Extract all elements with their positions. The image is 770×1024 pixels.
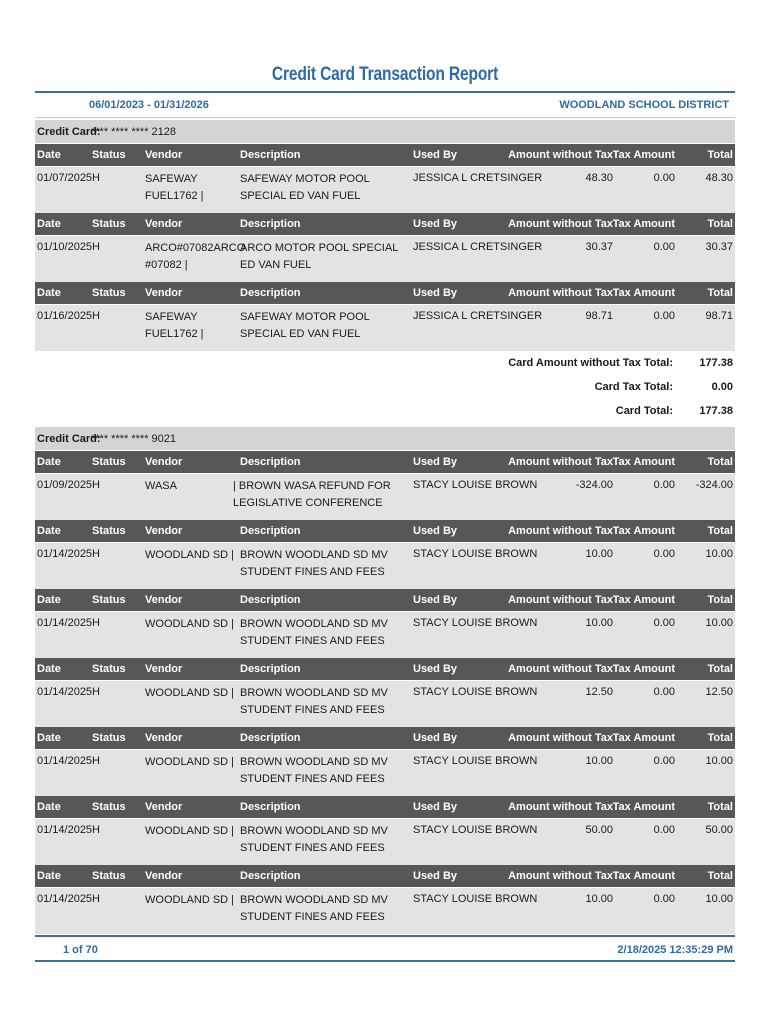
header-amount-without-tax: Amount without Tax — [508, 218, 613, 230]
transaction-row — [35, 305, 735, 351]
column-header-row — [35, 796, 735, 818]
header-date: Date — [37, 525, 61, 537]
header-description: Description — [240, 456, 301, 468]
header-vendor: Vendor — [145, 801, 183, 813]
header-status: Status — [92, 287, 126, 299]
header-description: Description — [240, 594, 301, 606]
header-total: Total — [707, 149, 733, 161]
txn-vendor: WOODLAND SD | — [145, 894, 235, 906]
txn-vendor: WOODLAND SD | — [145, 687, 235, 699]
txn-vendor: SAFEWAY FUEL1762 | — [145, 311, 204, 340]
header-used-by: Used By — [413, 663, 458, 675]
column-header-row — [35, 658, 735, 680]
header-vendor: Vendor — [145, 663, 183, 675]
txn-used-by: STACY LOUISE BROWN — [413, 548, 538, 560]
header-total: Total — [707, 456, 733, 468]
txn-tax: 0.00 — [653, 686, 675, 698]
header-used-by: Used By — [413, 218, 458, 230]
txn-description: BROWN WOODLAND SD MV STUDENT FINES AND FEES — [240, 687, 388, 716]
transaction-row — [35, 750, 735, 796]
txn-tax: 0.00 — [653, 893, 675, 905]
txn-used-by: STACY LOUISE BROWN — [413, 893, 538, 905]
header-total: Total — [707, 663, 733, 675]
header-date: Date — [37, 594, 61, 606]
txn-vendor: WOODLAND SD | — [145, 756, 235, 768]
report-subheader — [35, 93, 735, 118]
txn-status: H — [92, 686, 100, 698]
transaction-row — [35, 819, 735, 865]
header-status: Status — [92, 594, 126, 606]
header-total: Total — [707, 594, 733, 606]
column-header-row — [35, 213, 735, 235]
header-total: Total — [707, 870, 733, 882]
txn-description: SAFEWAY MOTOR POOL SPECIAL ED VAN FUEL — [240, 173, 370, 202]
txn-used-by: STACY LOUISE BROWN — [413, 479, 538, 491]
txn-vendor: WASA — [145, 480, 177, 492]
txn-status: H — [92, 548, 100, 560]
header-vendor: Vendor — [145, 732, 183, 744]
txn-amount: 50.00 — [585, 824, 613, 836]
header-date: Date — [37, 870, 61, 882]
txn-vendor: WOODLAND SD | — [145, 825, 235, 837]
transaction-row — [35, 167, 735, 213]
header-date: Date — [37, 801, 61, 813]
txn-date: 01/14/2025 — [37, 617, 93, 629]
txn-amount: 98.71 — [585, 310, 613, 322]
header-tax-amount: Tax Amount — [612, 287, 675, 299]
txn-description: SAFEWAY MOTOR POOL SPECIAL ED VAN FUEL — [240, 311, 370, 340]
txn-date: 01/09/2025 — [37, 479, 93, 491]
district-name: WOODLAND SCHOOL DISTRICT — [559, 99, 729, 111]
txn-amount: 10.00 — [585, 548, 613, 560]
header-description: Description — [240, 870, 301, 882]
report-footer — [35, 938, 735, 962]
header-vendor: Vendor — [145, 287, 183, 299]
txn-used-by: JESSICA L CRETSINGER — [413, 241, 543, 253]
transaction-row — [35, 474, 735, 520]
txn-status: H — [92, 479, 100, 491]
header-amount-without-tax: Amount without Tax — [508, 287, 613, 299]
header-total: Total — [707, 525, 733, 537]
txn-status: H — [92, 824, 100, 836]
txn-amount: 30.37 — [585, 241, 613, 253]
txn-status: H — [92, 241, 100, 253]
txn-date: 01/14/2025 — [37, 755, 93, 767]
transaction-row — [35, 612, 735, 658]
header-amount-without-tax: Amount without Tax — [508, 525, 613, 537]
header-vendor: Vendor — [145, 870, 183, 882]
header-amount-without-tax: Amount without Tax — [508, 732, 613, 744]
header-status: Status — [92, 456, 126, 468]
header-tax-amount: Tax Amount — [612, 456, 675, 468]
page-number: 1 of 70 — [63, 944, 98, 956]
header-tax-amount: Tax Amount — [612, 663, 675, 675]
header-amount-without-tax: Amount without Tax — [508, 870, 613, 882]
header-tax-amount: Tax Amount — [612, 801, 675, 813]
column-header-row — [35, 282, 735, 304]
header-amount-without-tax: Amount without Tax — [508, 663, 613, 675]
txn-date: 01/14/2025 — [37, 548, 93, 560]
header-description: Description — [240, 287, 301, 299]
report-title: Credit Card Transaction Report — [271, 64, 499, 85]
header-tax-amount: Tax Amount — [612, 218, 675, 230]
credit-card-number: **** **** **** 2128 — [91, 126, 177, 138]
column-header-row — [35, 589, 735, 611]
txn-description: BROWN WOODLAND SD MV STUDENT FINES AND FEES — [240, 825, 388, 854]
header-date: Date — [37, 663, 61, 675]
transaction-row — [35, 681, 735, 727]
txn-tax: 0.00 — [653, 617, 675, 629]
txn-total: 12.50 — [705, 686, 733, 698]
date-range: 06/01/2023 - 01/31/2026 — [89, 99, 209, 111]
txn-amount: 48.30 — [585, 172, 613, 184]
txn-tax: 0.00 — [653, 479, 675, 491]
credit-card-number: **** **** **** 9021 — [91, 433, 177, 445]
txn-total: 10.00 — [705, 755, 733, 767]
txn-tax: 0.00 — [653, 755, 675, 767]
print-timestamp: 2/18/2025 12:35:29 PM — [617, 944, 733, 956]
header-status: Status — [92, 870, 126, 882]
txn-tax: 0.00 — [653, 172, 675, 184]
header-description: Description — [240, 218, 301, 230]
txn-amount: 12.50 — [585, 686, 613, 698]
transaction-row — [35, 543, 735, 589]
header-status: Status — [92, 732, 126, 744]
txn-vendor: WOODLAND SD | — [145, 549, 235, 561]
txn-vendor: WOODLAND SD | — [145, 618, 235, 630]
txn-total: 10.00 — [705, 617, 733, 629]
txn-date: 01/14/2025 — [37, 893, 93, 905]
txn-description: BROWN WOODLAND SD MV STUDENT FINES AND FEES — [240, 894, 388, 923]
header-used-by: Used By — [413, 287, 458, 299]
txn-date: 01/16/2025 — [37, 310, 93, 322]
card-tax-total-label: Card Tax Total: — [594, 381, 673, 393]
header-used-by: Used By — [413, 732, 458, 744]
header-used-by: Used By — [413, 456, 458, 468]
txn-total: 48.30 — [705, 172, 733, 184]
header-description: Description — [240, 801, 301, 813]
txn-status: H — [92, 893, 100, 905]
txn-used-by: STACY LOUISE BROWN — [413, 755, 538, 767]
column-header-row — [35, 451, 735, 473]
txn-total: 98.71 — [705, 310, 733, 322]
header-tax-amount: Tax Amount — [612, 732, 675, 744]
txn-tax: 0.00 — [653, 824, 675, 836]
txn-total: -324.00 — [695, 479, 733, 491]
txn-status: H — [92, 755, 100, 767]
header-vendor: Vendor — [145, 218, 183, 230]
header-status: Status — [92, 525, 126, 537]
txn-total: 50.00 — [705, 824, 733, 836]
txn-tax: 0.00 — [653, 241, 675, 253]
card-total-value: 177.38 — [699, 405, 733, 417]
txn-vendor: SAFEWAY FUEL1762 | — [145, 173, 204, 202]
header-amount-without-tax: Amount without Tax — [508, 456, 613, 468]
txn-description: ARCO MOTOR POOL SPECIAL ED VAN FUEL — [240, 242, 398, 271]
header-status: Status — [92, 149, 126, 161]
header-status: Status — [92, 801, 126, 813]
card-amount-total-label: Card Amount without Tax Total: — [508, 357, 673, 369]
credit-card-line — [35, 120, 735, 143]
header-description: Description — [240, 663, 301, 675]
header-total: Total — [707, 732, 733, 744]
column-header-row — [35, 865, 735, 887]
header-vendor: Vendor — [145, 149, 183, 161]
column-header-row — [35, 727, 735, 749]
txn-amount: -324.00 — [575, 479, 613, 491]
txn-date: 01/07/2025 — [37, 172, 93, 184]
header-date: Date — [37, 732, 61, 744]
header-tax-amount: Tax Amount — [612, 525, 675, 537]
credit-card-label: Credit Card: — [37, 126, 101, 138]
txn-used-by: STACY LOUISE BROWN — [413, 617, 538, 629]
footer-rule — [35, 935, 735, 937]
txn-amount: 10.00 — [585, 617, 613, 629]
header-status: Status — [92, 218, 126, 230]
header-status: Status — [92, 663, 126, 675]
header-total: Total — [707, 801, 733, 813]
txn-used-by: JESSICA L CRETSINGER — [413, 172, 543, 184]
txn-description: | BROWN WASA REFUND FOR LEGISLATIVE CONFERENCE — [233, 480, 391, 509]
card-tax-total-value: 0.00 — [711, 381, 733, 393]
txn-tax: 0.00 — [653, 310, 675, 322]
transaction-row — [35, 236, 735, 282]
txn-date: 01/10/2025 — [37, 241, 93, 253]
header-tax-amount: Tax Amount — [612, 870, 675, 882]
txn-status: H — [92, 310, 100, 322]
card-total-label: Card Total: — [615, 405, 673, 417]
header-used-by: Used By — [413, 801, 458, 813]
header-amount-without-tax: Amount without Tax — [508, 149, 613, 161]
card-amount-total-value: 177.38 — [699, 357, 733, 369]
header-total: Total — [707, 218, 733, 230]
txn-used-by: STACY LOUISE BROWN — [413, 824, 538, 836]
txn-used-by: STACY LOUISE BROWN — [413, 686, 538, 698]
column-header-row — [35, 520, 735, 542]
txn-description: BROWN WOODLAND SD MV STUDENT FINES AND FEES — [240, 549, 388, 578]
txn-status: H — [92, 172, 100, 184]
txn-used-by: JESSICA L CRETSINGER — [413, 310, 543, 322]
header-total: Total — [707, 287, 733, 299]
header-amount-without-tax: Amount without Tax — [508, 594, 613, 606]
txn-amount: 10.00 — [585, 755, 613, 767]
header-used-by: Used By — [413, 149, 458, 161]
column-header-row — [35, 144, 735, 166]
txn-total: 30.37 — [705, 241, 733, 253]
header-tax-amount: Tax Amount — [612, 594, 675, 606]
header-vendor: Vendor — [145, 525, 183, 537]
transaction-row — [35, 888, 735, 934]
header-vendor: Vendor — [145, 456, 183, 468]
txn-tax: 0.00 — [653, 548, 675, 560]
header-description: Description — [240, 732, 301, 744]
header-date: Date — [37, 287, 61, 299]
header-date: Date — [37, 456, 61, 468]
txn-description: BROWN WOODLAND SD MV STUDENT FINES AND FEES — [240, 618, 388, 647]
txn-status: H — [92, 617, 100, 629]
header-description: Description — [240, 525, 301, 537]
txn-date: 01/14/2025 — [37, 824, 93, 836]
credit-card-line — [35, 427, 735, 450]
header-date: Date — [37, 149, 61, 161]
header-description: Description — [240, 149, 301, 161]
txn-vendor: ARCO#07082ARCO #07082 | — [145, 242, 246, 271]
header-used-by: Used By — [413, 525, 458, 537]
txn-description: BROWN WOODLAND SD MV STUDENT FINES AND FEES — [240, 756, 388, 785]
txn-amount: 10.00 — [585, 893, 613, 905]
header-used-by: Used By — [413, 870, 458, 882]
credit-card-label: Credit Card: — [37, 433, 101, 445]
header-date: Date — [37, 218, 61, 230]
txn-date: 01/14/2025 — [37, 686, 93, 698]
txn-total: 10.00 — [705, 893, 733, 905]
txn-total: 10.00 — [705, 548, 733, 560]
header-vendor: Vendor — [145, 594, 183, 606]
header-tax-amount: Tax Amount — [612, 149, 675, 161]
header-used-by: Used By — [413, 594, 458, 606]
header-amount-without-tax: Amount without Tax — [508, 801, 613, 813]
